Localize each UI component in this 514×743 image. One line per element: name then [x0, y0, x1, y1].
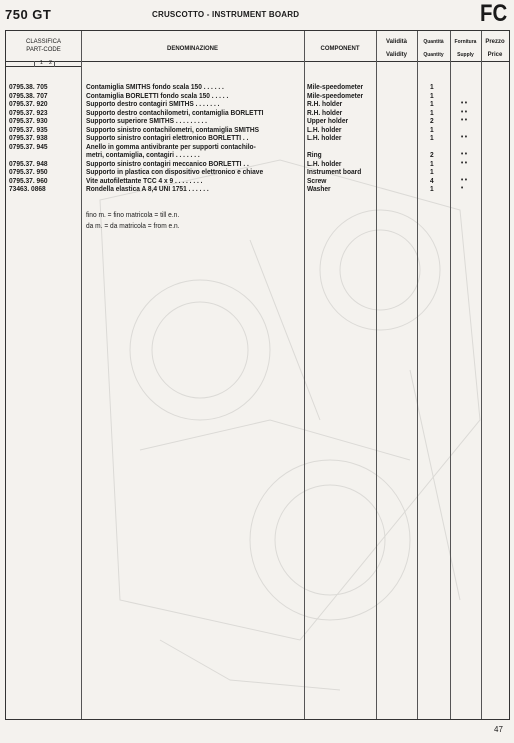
part-component: Mile-speedometer [307, 90, 364, 100]
note-da-matricola: da m. = da matricola = from e.n. [86, 221, 180, 230]
part-description: metri, contamiglia, contagiri . . . . . . . [86, 150, 200, 159]
part-description: Supporto superiore SMITHS . . . . . . . . . [86, 116, 208, 125]
part-description: Supporto sinistro contagiri meccanico BORLETTI . . [86, 158, 249, 168]
part-code: 0795.37. 950 [9, 167, 48, 176]
part-quantity: 1 [430, 158, 434, 168]
part-code: 0795.37. 960 [9, 175, 48, 185]
part-component: R.H. holder [307, 99, 343, 108]
part-quantity: 2 [430, 150, 434, 159]
part-quantity: 1 [430, 107, 434, 117]
page-title: CRUSCOTTO - INSTRUMENT BOARD [152, 10, 300, 19]
column-header-supply: Fornitura Supply [454, 39, 477, 58]
part-code: 0795.37. 930 [9, 116, 48, 125]
part-component: Upper holder [307, 116, 349, 125]
part-code: 0795.38. 705 [9, 82, 48, 91]
part-code: 0795.37. 923 [9, 107, 48, 117]
part-supply: • • [461, 159, 468, 167]
part-supply: • • [461, 151, 468, 158]
part-description: Vite autofilettante TCC 4 x 9 . . . . . . . . [86, 175, 203, 185]
part-quantity: 1 [430, 124, 434, 134]
part-component: Mile-speedometer [307, 82, 364, 91]
note-fino-matricola: fino m. = fino matricola = till e.n. [86, 210, 180, 219]
part-code: 0795.37. 945 [9, 141, 48, 151]
column-header-part-code-sub: 1 2 [39, 60, 53, 66]
part-supply: • • [461, 108, 468, 116]
part-component: Ring [307, 150, 322, 159]
model-name: 750 GT [5, 7, 52, 22]
column-header-price: Prezzo Price [485, 39, 505, 58]
part-quantity: 1 [430, 184, 434, 193]
part-code: 0795.37. 938 [9, 133, 48, 142]
part-component: Instrument board [307, 167, 362, 176]
column-header-quantity: Quantità Quantity [423, 39, 444, 58]
part-description: Contamiglia SMITHS fondo scala 150 . . . . . . [86, 82, 224, 91]
column-header-component: COMPONENT [320, 46, 360, 52]
part-component: L.H. holder [307, 158, 342, 168]
part-quantity: 2 [430, 116, 434, 125]
page-number: 47 [494, 725, 503, 734]
part-description: Supporto sinistro contachilometri, contamiglia SMITHS [86, 124, 260, 134]
part-code: 0795.37. 935 [9, 124, 48, 134]
part-quantity: 1 [430, 82, 434, 91]
part-component: Screw [307, 175, 327, 185]
part-quantity: 1 [430, 90, 434, 100]
part-quantity: 1 [430, 167, 434, 176]
section-code: FC [480, 0, 508, 27]
part-component: L.H. holder [307, 124, 342, 134]
column-header-description: DENOMINAZIONE [167, 46, 218, 52]
part-quantity: 4 [430, 175, 434, 185]
column-header-validity: Validità Validity [385, 39, 407, 58]
part-quantity: 1 [430, 99, 434, 108]
part-description: Anello in gomma antivibrante per supporti contachilo- [86, 141, 256, 151]
part-supply: • • [461, 100, 468, 107]
parts-table [5, 30, 510, 720]
part-component: L.H. holder [307, 133, 342, 142]
part-quantity: 1 [430, 133, 434, 142]
part-supply: • • [461, 176, 468, 184]
part-component: Washer [307, 184, 331, 193]
part-supply: • • [461, 117, 468, 124]
part-description: Supporto sinistro contagiri elettronico BORLETTI . . [86, 133, 249, 142]
part-description: Supporto destro contagiri SMITHS . . . . . . . [86, 99, 220, 108]
part-code: 73463. 0868 [9, 184, 46, 193]
column-header-part-code: CLASSIFICA PART-CODE [25, 39, 61, 53]
part-component: R.H. holder [307, 107, 343, 117]
part-supply: • [461, 185, 464, 192]
part-description: Contamiglia BORLETTI fondo scala 150 . . . . . [86, 90, 229, 100]
part-code: 0795.37. 948 [9, 158, 48, 168]
part-code: 0795.38. 707 [9, 90, 48, 100]
part-description: Supporto destro contachilometri, contamiglia BORLETTI [86, 107, 264, 117]
part-description: Rondella elastica A 8,4 UNI 1751 . . . . . . [86, 184, 209, 193]
part-description: Supporto in plastica con dispositivo elettronico e chiave [86, 167, 264, 176]
part-code: 0795.37. 920 [9, 99, 48, 108]
part-supply: • • [461, 134, 468, 141]
